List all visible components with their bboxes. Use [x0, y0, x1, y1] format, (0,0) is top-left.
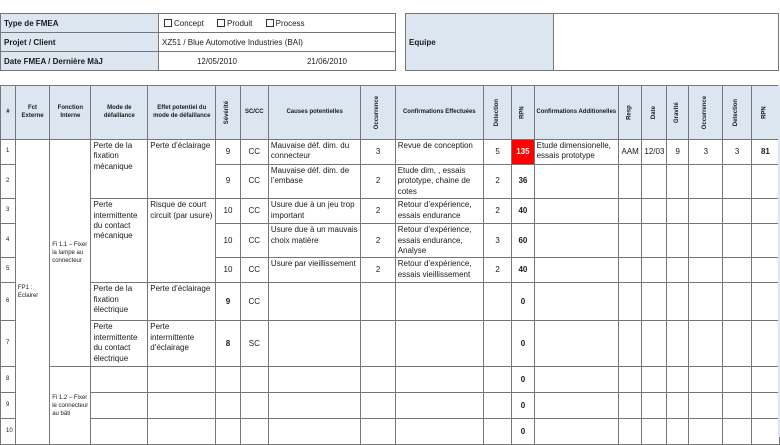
- conf-add-cell[interactable]: [534, 199, 618, 224]
- detection2-cell[interactable]: [723, 321, 751, 367]
- detection2-cell[interactable]: [723, 367, 751, 393]
- rpn-cell[interactable]: 60: [512, 224, 534, 258]
- col-sccc: SC/CC: [240, 86, 268, 140]
- process-label: Process: [275, 18, 305, 28]
- col-confirmations: Confirmations Effectuées: [395, 86, 483, 140]
- occurrence-cell[interactable]: [361, 393, 395, 419]
- sccc-cell[interactable]: CC: [240, 165, 268, 199]
- type-row: [1, 14, 396, 33]
- col-resp: Resp: [618, 86, 642, 140]
- date-label: Date FMEA / Dernière MàJ: [1, 52, 159, 71]
- date-row: [1, 52, 396, 71]
- occurrence-cell[interactable]: 2: [361, 224, 395, 258]
- conf-add-cell[interactable]: [534, 283, 618, 321]
- table-row[interactable]: [1, 393, 780, 419]
- gravite-cell[interactable]: [667, 283, 689, 321]
- rpn-cell[interactable]: 40: [512, 258, 534, 283]
- team-block: [405, 13, 779, 71]
- occurrence-cell[interactable]: 2: [361, 199, 395, 224]
- sccc-cell[interactable]: CC: [240, 140, 268, 165]
- rpn2-cell[interactable]: [751, 165, 779, 199]
- gravite-cell[interactable]: [667, 321, 689, 367]
- cause-cell[interactable]: [268, 419, 360, 445]
- date-cell[interactable]: 12/03: [642, 140, 667, 165]
- conf-add-cell[interactable]: [534, 419, 618, 445]
- occurrence2-cell[interactable]: 3: [689, 140, 723, 165]
- resp-cell[interactable]: [618, 199, 642, 224]
- rpn2-cell[interactable]: [751, 258, 779, 283]
- date-cell[interactable]: [642, 258, 667, 283]
- severity-cell[interactable]: 8: [216, 321, 240, 367]
- sccc-cell[interactable]: [240, 367, 268, 393]
- mode-cell[interactable]: [91, 419, 148, 445]
- mode-cell[interactable]: [91, 367, 148, 393]
- occurrence2-cell[interactable]: [689, 199, 723, 224]
- severity-cell[interactable]: 9: [216, 165, 240, 199]
- mode-cell[interactable]: Perte intermittente du contact mécanique: [91, 199, 148, 283]
- cause-cell[interactable]: [268, 283, 360, 321]
- resp-cell[interactable]: AAM: [618, 140, 642, 165]
- effet-cell[interactable]: Perte d’éclairage: [148, 283, 216, 321]
- rpn-cell-alert[interactable]: 135: [512, 140, 534, 165]
- cause-cell[interactable]: Usure due à un mauvais choix matière: [268, 224, 360, 258]
- gravite-cell[interactable]: [667, 367, 689, 393]
- sccc-cell[interactable]: CC: [240, 224, 268, 258]
- fct-externe-cell[interactable]: FP1 : Eclairer: [15, 140, 49, 445]
- date-cell[interactable]: [642, 199, 667, 224]
- detection2-cell[interactable]: [723, 224, 751, 258]
- occurrence-cell[interactable]: 2: [361, 165, 395, 199]
- rpn-cell[interactable]: 0: [512, 321, 534, 367]
- occurrence-cell[interactable]: [361, 283, 395, 321]
- date-created: 12/05/2010: [196, 56, 238, 66]
- gravite-cell[interactable]: [667, 258, 689, 283]
- gravite-cell[interactable]: [667, 224, 689, 258]
- detection2-cell[interactable]: [723, 419, 751, 445]
- detection-cell[interactable]: [483, 283, 511, 321]
- date-cell[interactable]: [642, 367, 667, 393]
- row-number: 7: [1, 321, 16, 367]
- occurrence-cell[interactable]: 3: [361, 140, 395, 165]
- detection2-cell[interactable]: [723, 393, 751, 419]
- occurrence2-cell[interactable]: [689, 165, 723, 199]
- conf-add-cell[interactable]: [534, 224, 618, 258]
- col-occurrence-2: Occurrence: [689, 86, 723, 140]
- fmea-table: [0, 85, 780, 445]
- date-cell[interactable]: [642, 321, 667, 367]
- detection2-cell[interactable]: [723, 258, 751, 283]
- rpn2-cell[interactable]: 81: [751, 140, 779, 165]
- concept-label: Concept: [174, 18, 204, 28]
- confirmation-cell[interactable]: [395, 283, 483, 321]
- process-checkbox[interactable]: [266, 19, 274, 27]
- confirmation-cell[interactable]: Etude dim, , essais prototype, chaine de cotes: [395, 165, 483, 199]
- occurrence2-cell[interactable]: [689, 224, 723, 258]
- conf-add-cell[interactable]: Etude dimensionelle, essais prototype: [534, 140, 618, 165]
- row-number: 1: [1, 140, 16, 165]
- col-detection-2: Detection: [723, 86, 751, 140]
- detection-cell[interactable]: 2: [483, 165, 511, 199]
- detection2-cell[interactable]: [723, 199, 751, 224]
- col-fonction-interne: Fonction Interne: [50, 86, 91, 140]
- col-date: Date: [642, 86, 667, 140]
- conf-add-cell[interactable]: [534, 165, 618, 199]
- cause-cell[interactable]: [268, 367, 360, 393]
- mode-cell[interactable]: Perte intermittente du contact électrique: [91, 321, 148, 367]
- gravite-cell[interactable]: [667, 419, 689, 445]
- row-number: 2: [1, 165, 16, 199]
- col-num: #: [1, 86, 16, 140]
- rpn2-cell[interactable]: [751, 199, 779, 224]
- detection2-cell[interactable]: [723, 283, 751, 321]
- row-number: 4: [1, 224, 16, 258]
- confirmation-cell[interactable]: Retour d’expérience, essais vieillissement: [395, 258, 483, 283]
- resp-cell[interactable]: [618, 165, 642, 199]
- gravite-cell[interactable]: 9: [667, 140, 689, 165]
- team-value[interactable]: [554, 14, 779, 71]
- conf-add-cell[interactable]: [534, 367, 618, 393]
- gravite-cell[interactable]: [667, 165, 689, 199]
- row-number: 10: [1, 419, 16, 445]
- detection-cell[interactable]: 2: [483, 258, 511, 283]
- detection-cell[interactable]: [483, 367, 511, 393]
- cause-cell[interactable]: Mauvaise déf. dim. de l’embase: [268, 165, 360, 199]
- detection-cell[interactable]: [483, 393, 511, 419]
- mode-cell[interactable]: Perte de la fixation électrique: [91, 283, 148, 321]
- produit-checkbox[interactable]: [217, 19, 225, 27]
- sccc-cell[interactable]: [240, 419, 268, 445]
- row-number: 3: [1, 199, 16, 224]
- project-label: Projet / Client: [1, 33, 159, 52]
- cause-cell[interactable]: [268, 321, 360, 367]
- sccc-cell[interactable]: CC: [240, 258, 268, 283]
- sccc-cell[interactable]: SC: [240, 321, 268, 367]
- cause-cell[interactable]: Usure due à un jeu trop important: [268, 199, 360, 224]
- sccc-cell[interactable]: CC: [240, 199, 268, 224]
- date-cell[interactable]: [642, 393, 667, 419]
- confirmation-cell[interactable]: Retour d’expérience, essais endurance: [395, 199, 483, 224]
- resp-cell[interactable]: [618, 393, 642, 419]
- occurrence2-cell[interactable]: [689, 321, 723, 367]
- confirmation-cell[interactable]: [395, 367, 483, 393]
- resp-cell[interactable]: [618, 367, 642, 393]
- rpn2-cell[interactable]: [751, 419, 779, 445]
- rpn2-cell[interactable]: [751, 393, 779, 419]
- row-number: 5: [1, 258, 16, 283]
- table-row[interactable]: [1, 367, 780, 393]
- concept-checkbox[interactable]: [164, 19, 172, 27]
- conf-add-cell[interactable]: [534, 258, 618, 283]
- col-effet: Effet potentiel du mode de défaillance: [148, 86, 216, 140]
- row-number: 8: [1, 367, 16, 393]
- occurrence-cell[interactable]: 2: [361, 258, 395, 283]
- row-number: 6: [1, 283, 16, 321]
- table-row[interactable]: [1, 199, 780, 224]
- date-cell[interactable]: [642, 283, 667, 321]
- severity-cell[interactable]: [216, 367, 240, 393]
- occurrence2-cell[interactable]: [689, 393, 723, 419]
- date-updated: 21/06/2010: [306, 56, 348, 66]
- date-values[interactable]: [159, 52, 396, 71]
- severity-cell[interactable]: [216, 419, 240, 445]
- occurrence-cell[interactable]: [361, 321, 395, 367]
- severity-cell[interactable]: 10: [216, 224, 240, 258]
- row-number: 9: [1, 393, 16, 419]
- type-label: Type de FMEA: [1, 14, 159, 33]
- col-causes: Causes potentielles: [268, 86, 360, 140]
- confirmation-cell[interactable]: [395, 419, 483, 445]
- resp-cell[interactable]: [618, 321, 642, 367]
- detection-cell[interactable]: [483, 321, 511, 367]
- confirmation-cell[interactable]: Retour d’expérience, essais endurance, Analyse: [395, 224, 483, 258]
- gravite-cell[interactable]: [667, 393, 689, 419]
- resp-cell[interactable]: [618, 419, 642, 445]
- sccc-cell[interactable]: [240, 393, 268, 419]
- team-label: Equipe: [406, 14, 554, 71]
- table-row[interactable]: [1, 419, 780, 445]
- rpn-cell[interactable]: 0: [512, 393, 534, 419]
- cause-cell[interactable]: Usure par vieillissement: [268, 258, 360, 283]
- rpn-cell[interactable]: 36: [512, 165, 534, 199]
- occurrence2-cell[interactable]: [689, 283, 723, 321]
- occurrence2-cell[interactable]: [689, 367, 723, 393]
- resp-cell[interactable]: [618, 258, 642, 283]
- rpn2-cell[interactable]: [751, 367, 779, 393]
- severity-cell[interactable]: [216, 393, 240, 419]
- cause-cell[interactable]: [268, 393, 360, 419]
- detection2-cell[interactable]: [723, 165, 751, 199]
- effet-cell[interactable]: Perte d’éclairage: [148, 140, 216, 199]
- conf-add-cell[interactable]: [534, 393, 618, 419]
- effet-cell[interactable]: Risque de court circuit (par usure): [148, 199, 216, 283]
- project-value[interactable]: XZ51 / Blue Automotive Industries (BAI): [159, 33, 396, 52]
- effet-cell[interactable]: [148, 393, 216, 419]
- detection-cell[interactable]: 2: [483, 199, 511, 224]
- detection2-cell[interactable]: 3: [723, 140, 751, 165]
- severity-cell[interactable]: 10: [216, 258, 240, 283]
- mode-cell[interactable]: [91, 393, 148, 419]
- col-rpn-2: RPN: [751, 86, 779, 140]
- col-severite: Sévérité: [216, 86, 240, 140]
- confirmation-cell[interactable]: [395, 393, 483, 419]
- produit-label: Produit: [227, 18, 253, 28]
- table-row[interactable]: [1, 140, 780, 165]
- effet-cell[interactable]: [148, 367, 216, 393]
- confirmation-cell[interactable]: Revue de conception: [395, 140, 483, 165]
- detection-cell[interactable]: [483, 419, 511, 445]
- cause-cell[interactable]: Mauvaise déf. dim. du connecteur: [268, 140, 360, 165]
- occurrence2-cell[interactable]: [689, 419, 723, 445]
- resp-cell[interactable]: [618, 283, 642, 321]
- date-cell[interactable]: [642, 165, 667, 199]
- table-row[interactable]: [1, 283, 780, 321]
- rpn-cell[interactable]: 0: [512, 283, 534, 321]
- sccc-cell[interactable]: CC: [240, 283, 268, 321]
- rpn2-cell[interactable]: [751, 224, 779, 258]
- rpn2-cell[interactable]: [751, 283, 779, 321]
- detection-cell[interactable]: 3: [483, 224, 511, 258]
- severity-cell[interactable]: 10: [216, 199, 240, 224]
- gravite-cell[interactable]: [667, 199, 689, 224]
- rpn-cell[interactable]: 0: [512, 367, 534, 393]
- resp-cell[interactable]: [618, 224, 642, 258]
- type-options: [159, 14, 396, 33]
- detection-cell[interactable]: 5: [483, 140, 511, 165]
- severity-cell[interactable]: 9: [216, 283, 240, 321]
- column-header-row: [1, 86, 780, 140]
- mode-cell[interactable]: Perte de la fixation mécanique: [91, 140, 148, 199]
- confirmation-cell[interactable]: [395, 321, 483, 367]
- occurrence-cell[interactable]: [361, 367, 395, 393]
- rpn-cell[interactable]: 0: [512, 419, 534, 445]
- col-detection: Detection: [483, 86, 511, 140]
- col-gravite: Gravité: [667, 86, 689, 140]
- fonction-interne-cell[interactable]: Fi 1.2 – Fixer le connecteur au bâti: [50, 367, 91, 445]
- date-cell[interactable]: [642, 419, 667, 445]
- rpn2-cell[interactable]: [751, 321, 779, 367]
- effet-cell[interactable]: [148, 419, 216, 445]
- fonction-interne-cell[interactable]: Fi 1.1 – Fixer la lampe au connecteur: [50, 140, 91, 367]
- col-fct-externe: Fct Externe: [15, 86, 49, 140]
- col-conf-additionnelles: Confirmations Additionelles: [534, 86, 618, 140]
- occurrence-cell[interactable]: [361, 419, 395, 445]
- table-row[interactable]: [1, 321, 780, 367]
- project-row: [1, 33, 396, 52]
- fmea-header: [0, 13, 396, 71]
- col-rpn: RPN: [512, 86, 534, 140]
- occurrence2-cell[interactable]: [689, 258, 723, 283]
- conf-add-cell[interactable]: [534, 321, 618, 367]
- col-mode: Mode de défaillance: [91, 86, 148, 140]
- effet-cell[interactable]: Perte intermittente d’éclairage: [148, 321, 216, 367]
- severity-cell[interactable]: 9: [216, 140, 240, 165]
- col-occurrence: Occurrence: [361, 86, 395, 140]
- rpn-cell[interactable]: 40: [512, 199, 534, 224]
- date-cell[interactable]: [642, 224, 667, 258]
